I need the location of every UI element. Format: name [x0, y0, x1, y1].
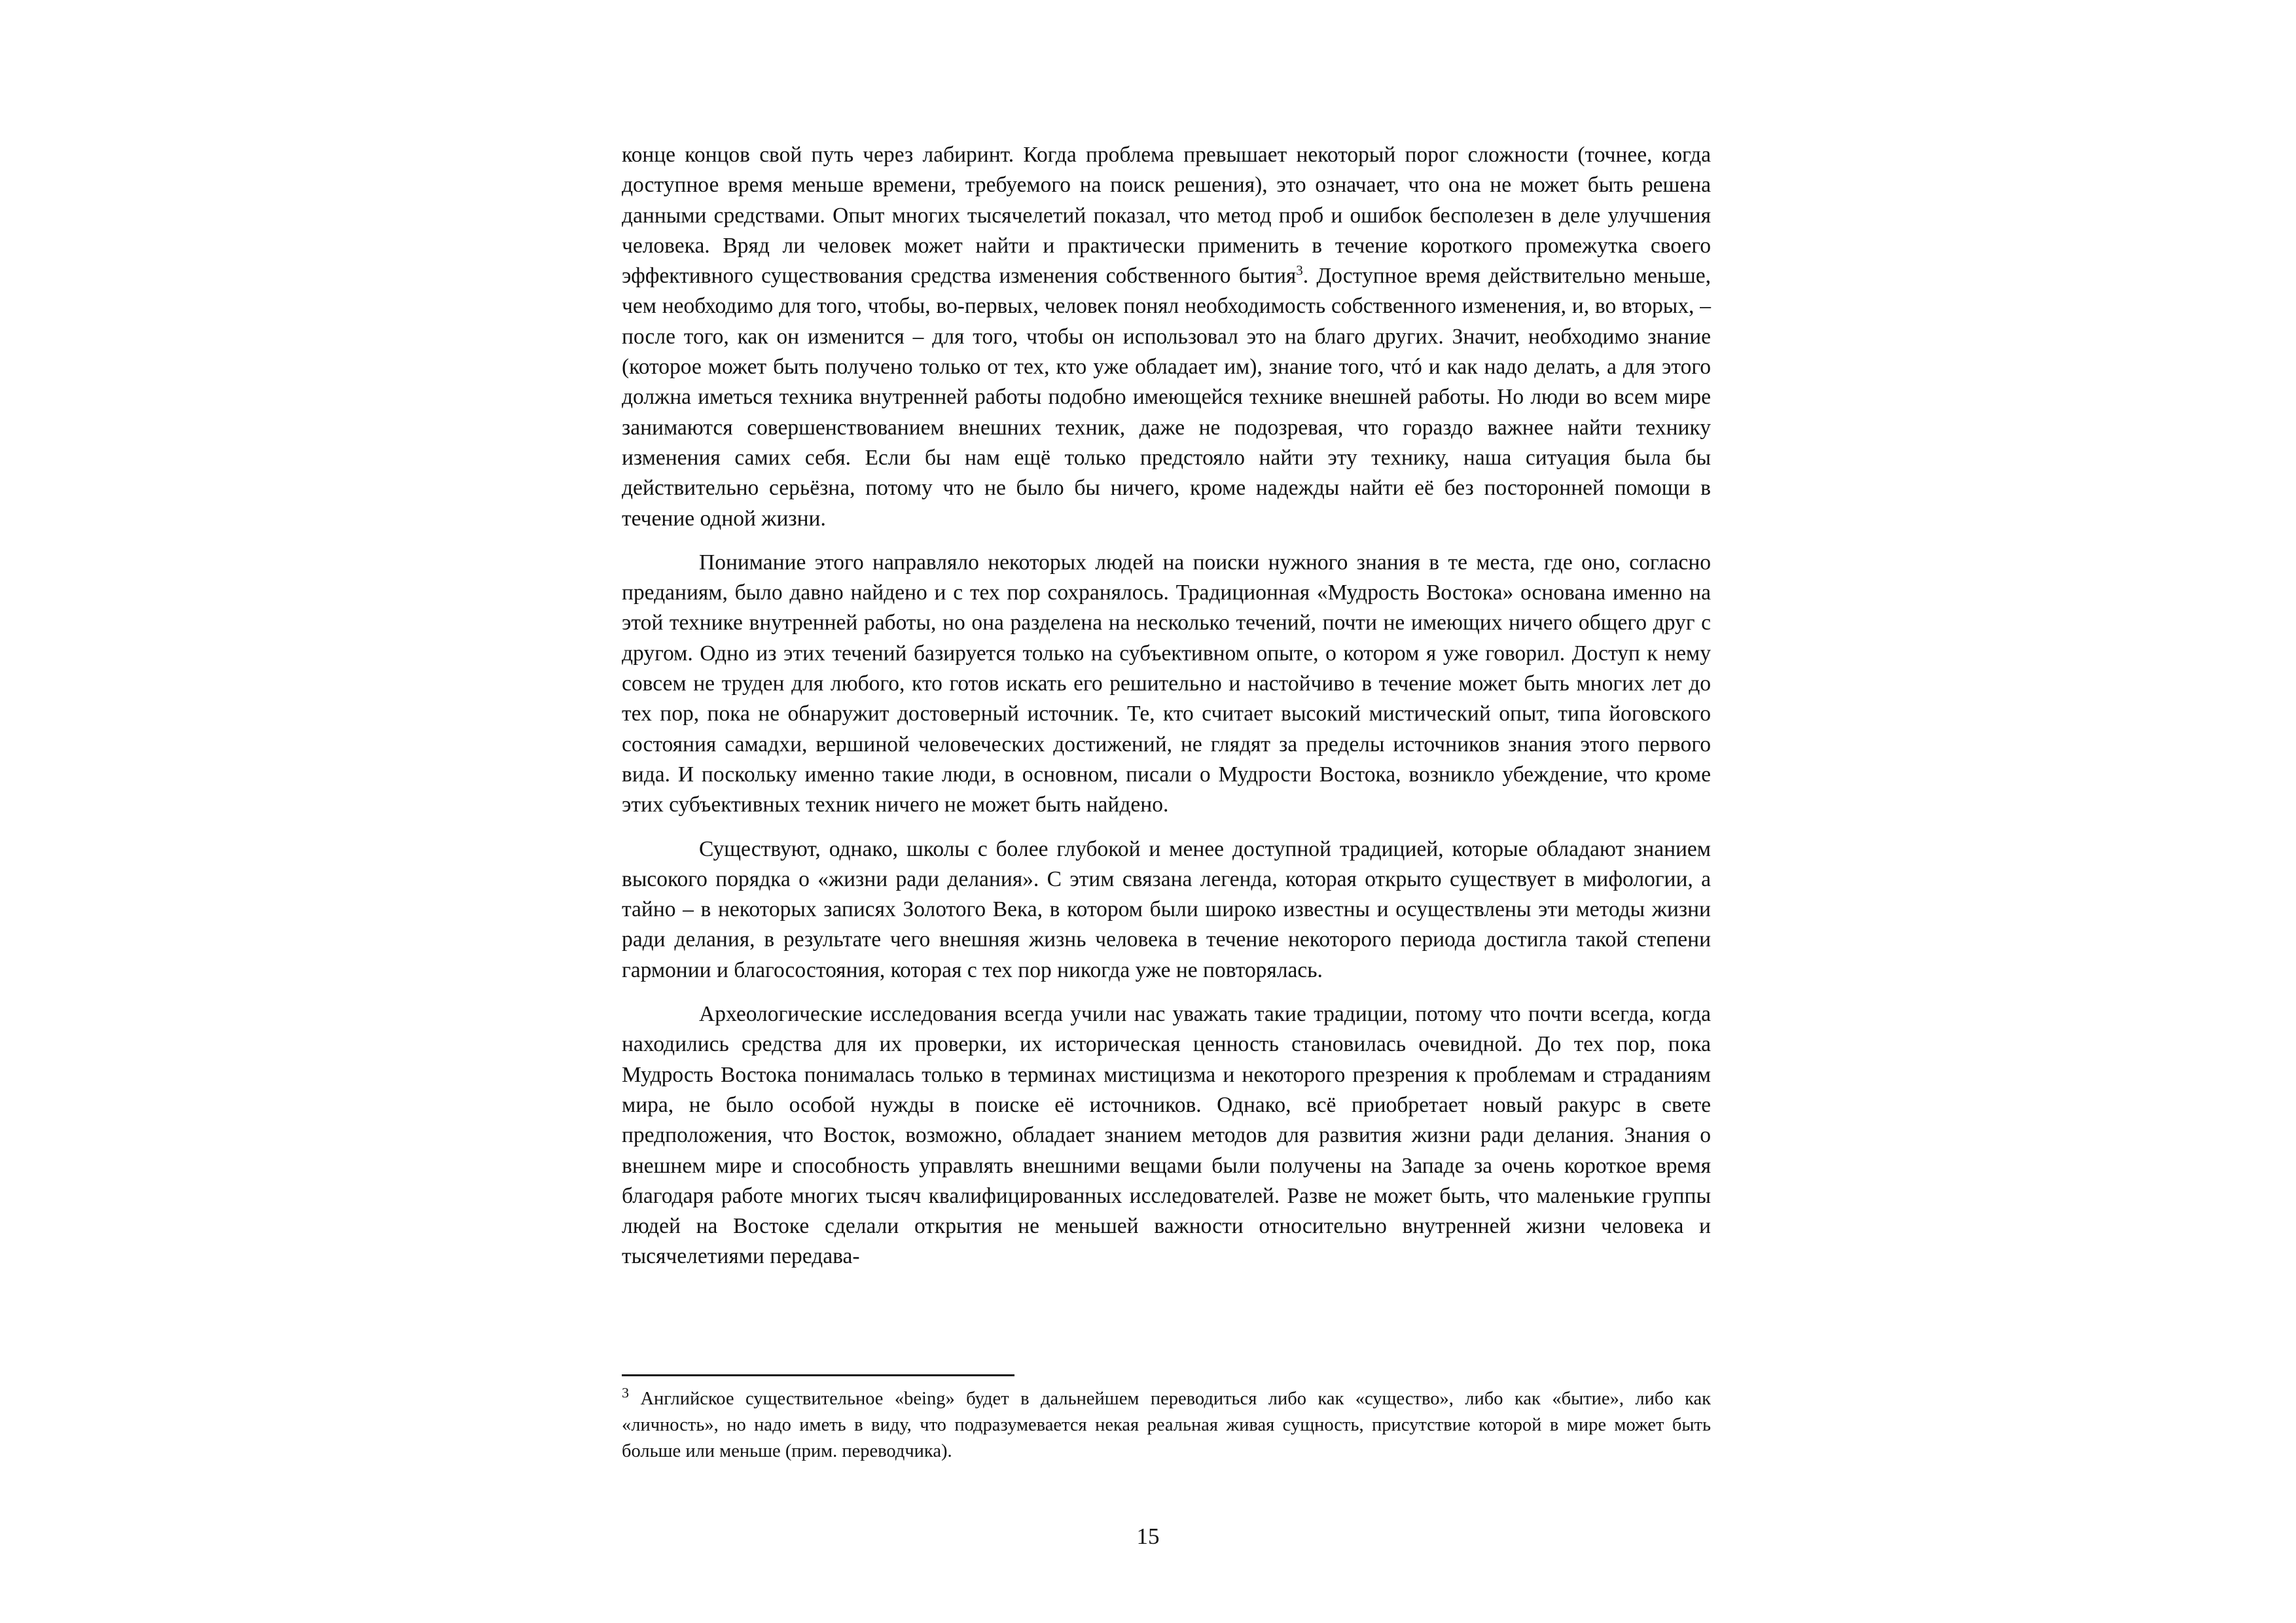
footnote-reference: 3	[1296, 262, 1303, 279]
footnote-marker: 3	[622, 1384, 629, 1401]
page-body	[622, 140, 1711, 1286]
main-text	[622, 140, 1711, 1272]
paragraph-1-text-continued: . Доступное время действительно меньше, чем необходимо для того, чтобы, во-первых, человек понял необходимость собственного изменения, и, во вторых, – после того, как он изменится – для того, чтобы он использовал это на благо других. Значит, необходимо знание (которое может быть получено только от тех, кто уже обладает им), знание того, чтó и как надо делать, а для этого должна иметься техника внутренней работы подобно имеющейся технике внешней работы. Но люди во всем мире занимаются совершенствованием внешних техник, даже не подозревая, что гораздо важнее найти технику изменения самих себя. Если бы нам ещё только предстояло найти эту технику, наша ситуация была бы действительно серьёзна, потому что не было бы ничего, кроме надежды найти её без посторонней помощи в течение одной жизни.	[622, 264, 1711, 531]
footnote	[622, 1386, 1711, 1465]
paragraph-1-text: конце концов свой путь через лабиринт. Когда проблема превышает некоторый порог сложности (точнее, когда доступное время меньше времени, требуемого на поиск решения), это означает, что она не может быть решена данными средствами. Опыт многих тысячелетий показал, что метод проб и ошибок бесполезен в деле улучшения человека. Вряд ли человек может найти и практически применить в течение короткого промежутка своего эффективного существования средства изменения собственного бытия	[622, 143, 1711, 289]
paragraph-3: Существуют, однако, школы с более глубокой и менее доступной традицией, которые обладают знанием высокого порядка о «жизни ради делания». С этим связана легенда, которая открыто существует в мифологии, а тайно – в некоторых записях Золотого Века, в котором были широко известны и осуществлены эти методы жизни ради делания, в результате чего внешняя жизнь человека в течение некоторого периода достигла такой степени гармонии и благосостояния, которая с тех пор никогда уже не повторялась.	[622, 836, 1711, 982]
paragraph-2: Понимание этого направляло некоторых людей на поиски нужного знания в те места, где оно, согласно преданиям, было давно найдено и с тех пор сохранялось. Традиционная «Мудрость Востока» основана именно на этой технике внутренней работы, но она разделена на несколько течений, почти не имеющих ничего общего друг с другом. Одно из этих течений базируется только на субъективном опыте, о котором я уже говорил. Доступ к нему совсем не труден для любого, кто готов искать его решительно и настойчиво в течение может быть многих лет до тех пор, пока не обнаружит достоверный источник. Те, кто считает высокий мистический опыт, типа йоговского состояния самадхи, вершиной человеческих достижений, не глядят за пределы источников знания этого первого вида. И поскольку именно такие люди, в основном, писали о Мудрости Востока, возникло убеждение, что кроме этих субъективных техник ничего не может быть найдено.	[622, 550, 1711, 817]
page-number: 15	[1136, 1524, 1160, 1549]
paragraph-1	[622, 140, 1711, 534]
footnote-separator	[622, 1374, 1014, 1376]
paragraph-4: Археологические исследования всегда учили нас уважать такие традиции, потому что почти всегда, когда находились средства для их проверки, их историческая ценность становилась очевидной. До тех пор, пока Мудрость Востока понималась только в терминах мистицизма и некоторого презрения к проблемам и страданиям мира, не было особой нужды в поиске её источников. Однако, всё приобретает новый ракурс в свете предположения, что Восток, возможно, обладает знанием методов для развития жизни ради делания. Знания о внешнем мире и способность управлять внешними вещами были получены на Западе за очень короткое время благодаря работе многих тысяч квалифицированных исследователей. Разве не может быть, что маленькие группы людей на Востоке сделали открытия не меньшей важности относительно внутренней жизни человека и тысячелетиями передава-	[622, 1002, 1711, 1269]
footnote-text: Английское существительное «being» будет в дальнейшем переводиться либо как «существо», либо как «бытие», либо как «личность», но надо иметь в виду, что подразумевается некая реальная живая сущность, присутствие которой в мире может быть больше или меньше (прим. переводчика).	[622, 1389, 1711, 1461]
